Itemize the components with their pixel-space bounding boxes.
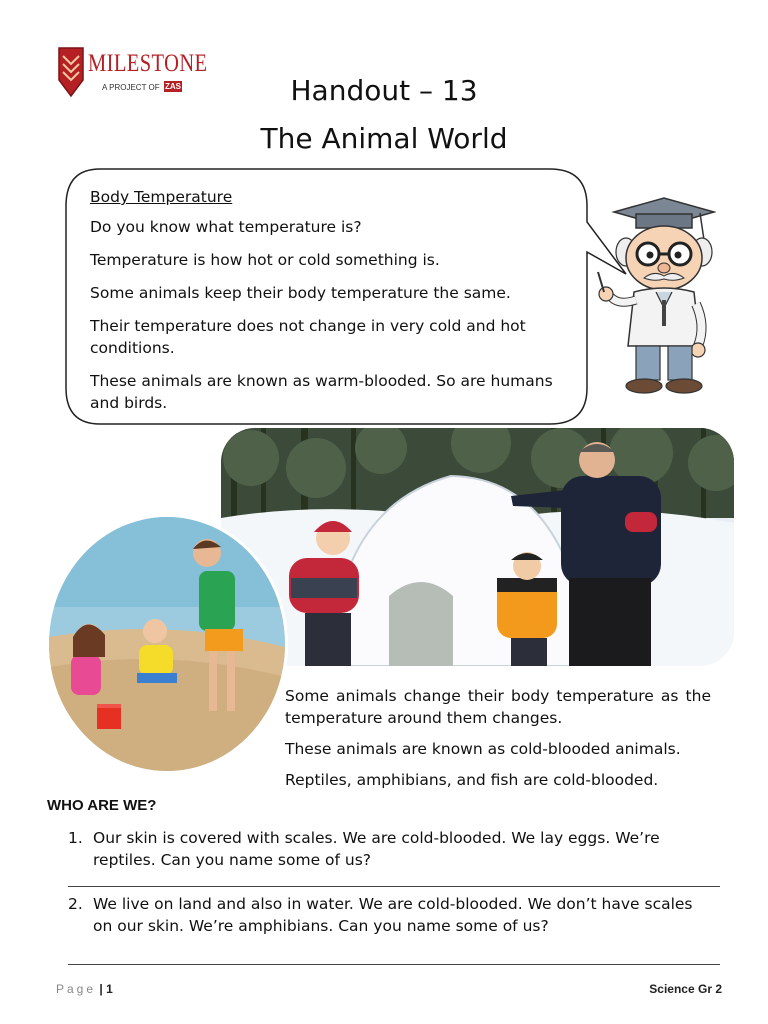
logo-tag: ZAS bbox=[165, 82, 181, 91]
page-label: Page bbox=[56, 982, 97, 996]
handout-subtitle: The Animal World bbox=[260, 122, 508, 155]
subject-label: Science Gr 2 bbox=[649, 982, 722, 996]
handout-title: Handout – 13 bbox=[290, 74, 478, 107]
logo-name: MILESTONE bbox=[88, 50, 208, 77]
question-number: 1. bbox=[68, 829, 83, 847]
paragraph: Some animals change their body temperature as the temperature around them changes. bbox=[285, 687, 711, 727]
paragraph: These animals are known as warm-blooded. So are humans and birds. bbox=[90, 372, 553, 412]
cold-blooded-section bbox=[285, 685, 711, 800]
who-are-we-heading: WHO ARE WE? bbox=[47, 797, 157, 814]
igloo-photo-image bbox=[221, 428, 734, 666]
page-footer bbox=[56, 982, 113, 996]
paragraph: Do you know what temperature is? bbox=[90, 218, 362, 236]
paragraph: These animals are known as cold-blooded animals. bbox=[285, 740, 681, 758]
question-text: Our skin is covered with scales. We are cold-blooded. We lay eggs. We’re reptiles. Can you name some of us? bbox=[93, 829, 660, 869]
answer-line[interactable] bbox=[68, 886, 720, 887]
igloo-snow-photo bbox=[221, 428, 734, 666]
professor-illustration bbox=[592, 196, 716, 402]
question-number: 2. bbox=[68, 895, 83, 913]
answer-line[interactable] bbox=[68, 964, 720, 965]
beach-photo-image bbox=[49, 517, 285, 771]
body-temperature-section bbox=[90, 186, 570, 425]
section-heading: Body Temperature bbox=[90, 188, 233, 206]
page-number: | 1 bbox=[99, 982, 113, 996]
logo-subtitle: A PROJECT OF bbox=[102, 83, 160, 92]
paragraph: Some animals keep their body temperature the same. bbox=[90, 284, 511, 302]
beach-children-photo bbox=[46, 514, 288, 774]
question-text: We live on land and also in water. We are cold-blooded. We don’t have scales on our skin. We’re amphibians. Can you name some of us? bbox=[93, 895, 693, 935]
paragraph: Temperature is how hot or cold something is. bbox=[90, 251, 440, 269]
paragraph: Their temperature does not change in very cold and hot conditions. bbox=[90, 317, 526, 357]
paragraph: Reptiles, amphibians, and fish are cold-blooded. bbox=[285, 771, 659, 789]
